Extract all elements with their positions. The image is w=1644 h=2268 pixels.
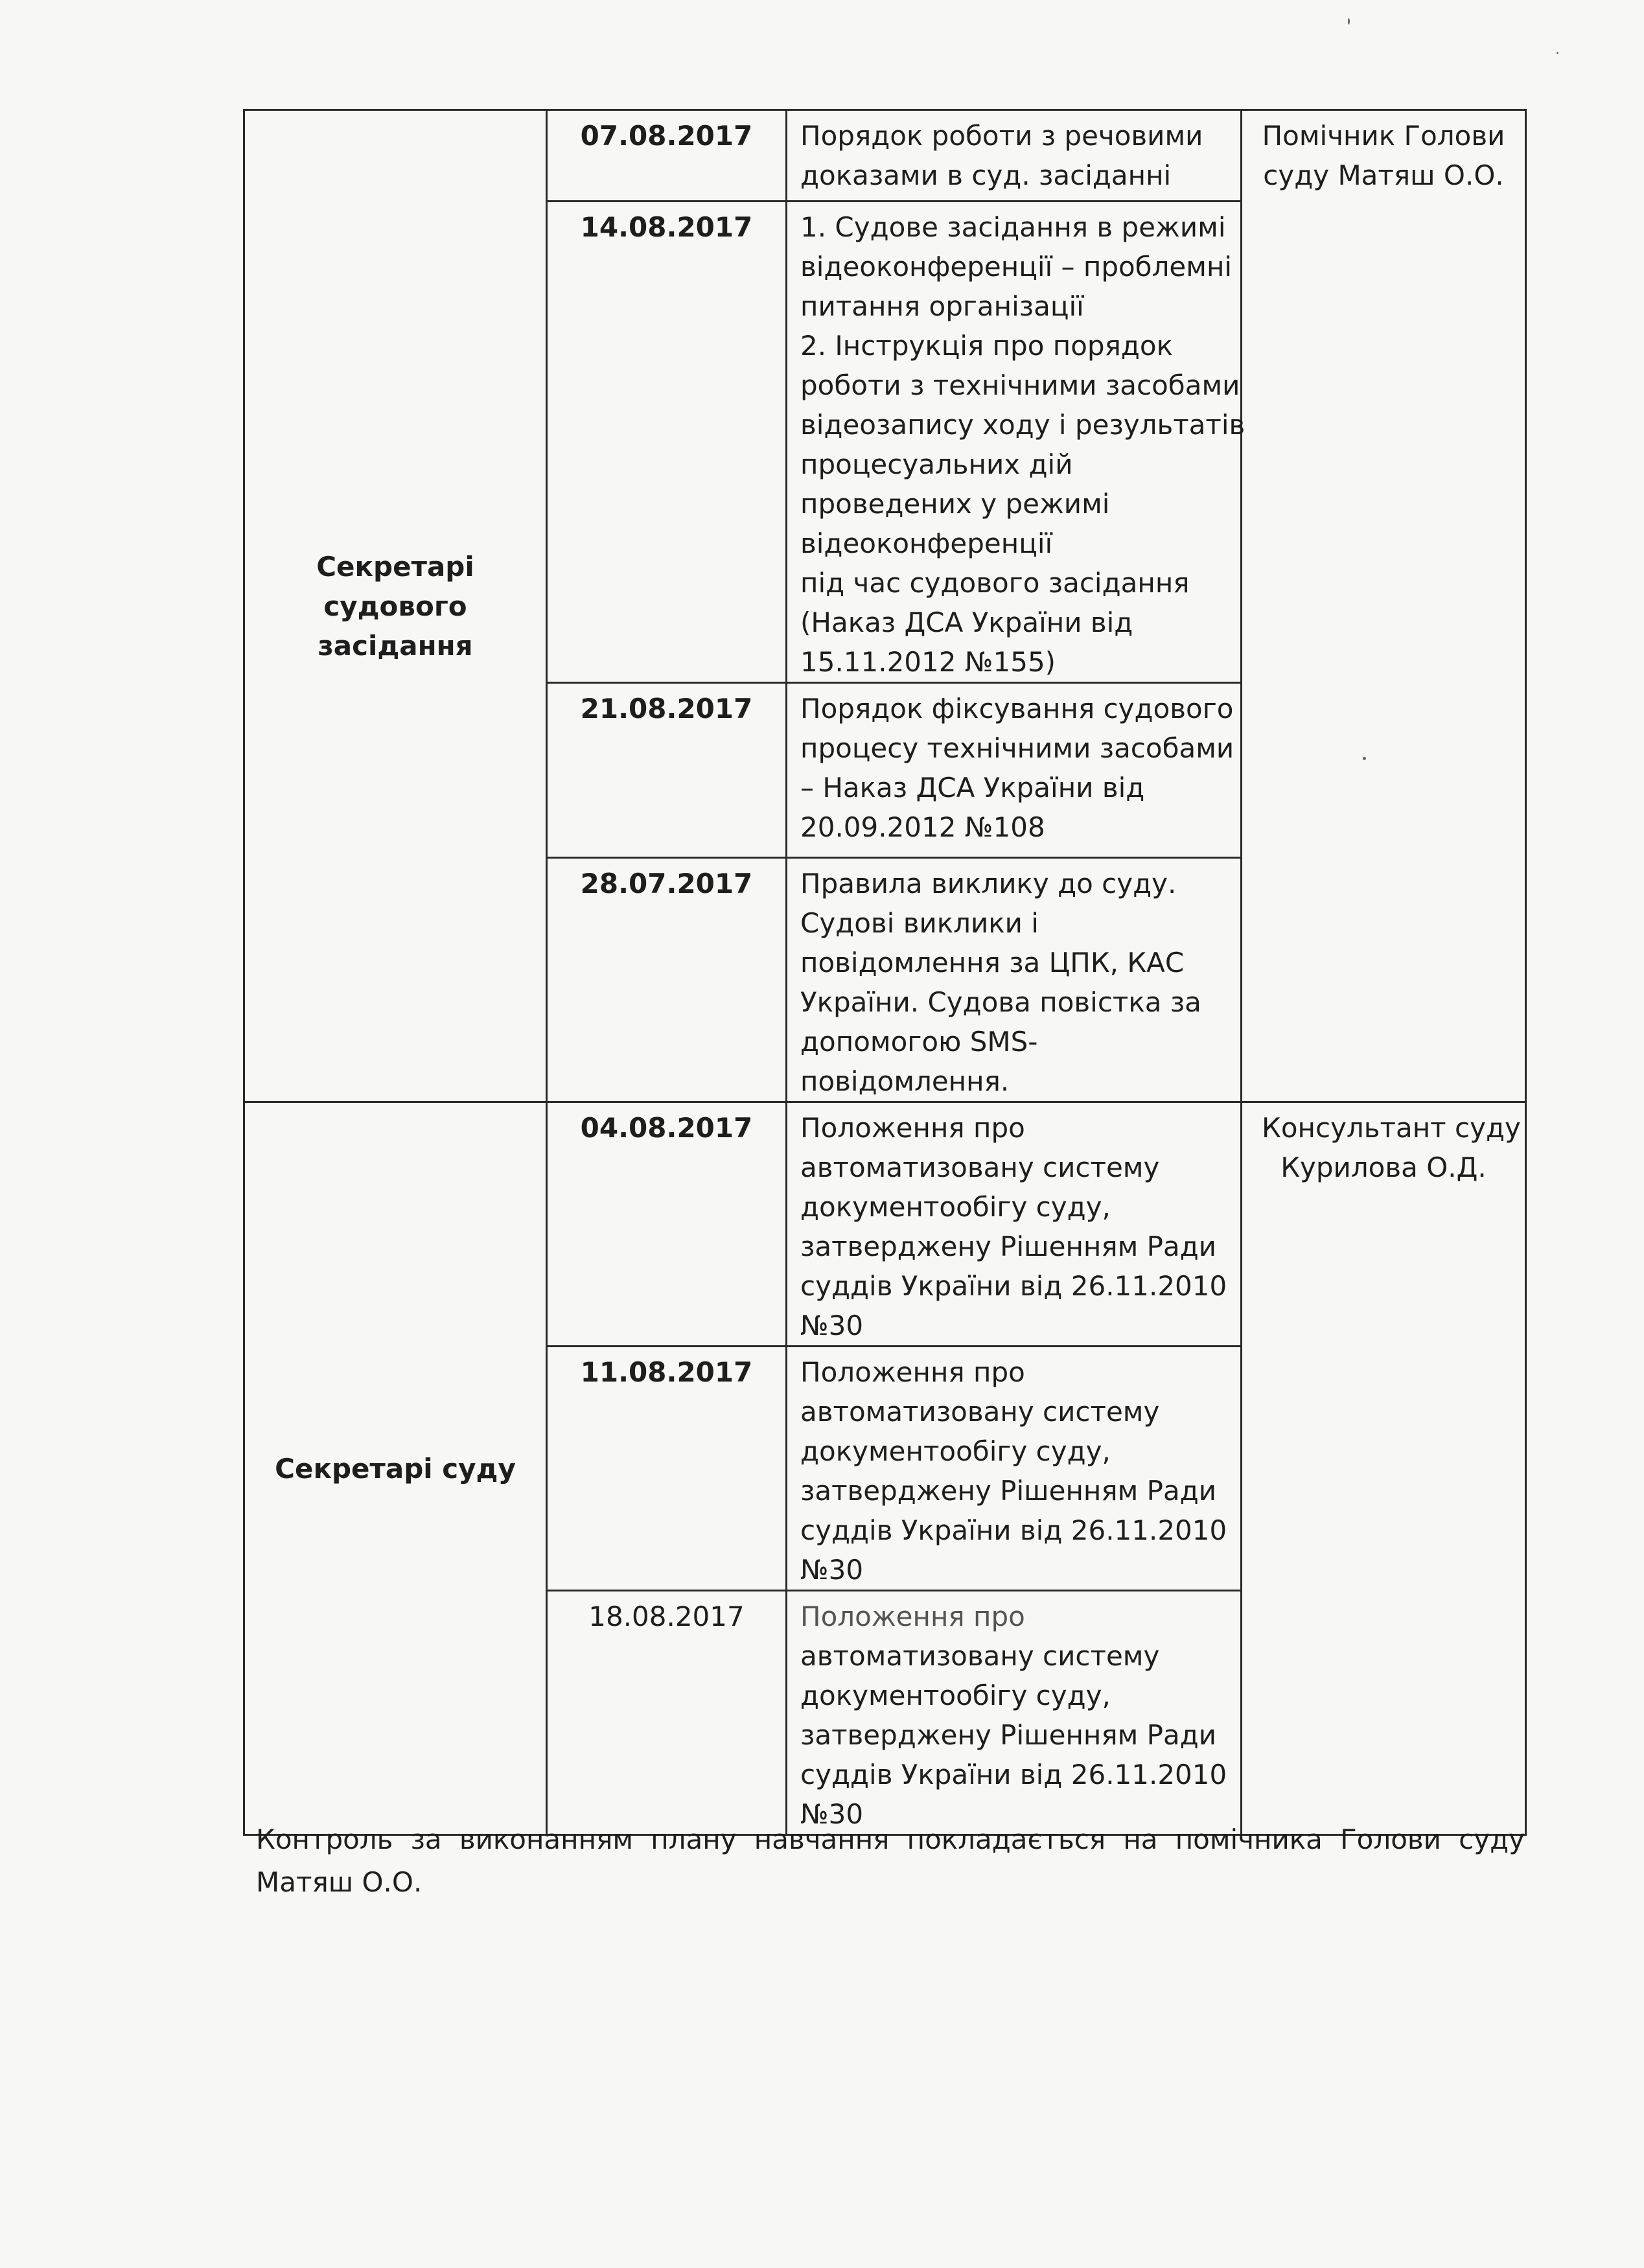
topic-line: Положення про [800, 1112, 1025, 1144]
topic-line: доказами в суд. засіданні [800, 159, 1172, 191]
date-cell: 11.08.2017 [547, 1347, 787, 1591]
topic-cell [787, 683, 1242, 858]
topic-line: автоматизовану систему [800, 1396, 1160, 1428]
topic-line: відеоконференції – проблемні [800, 251, 1233, 283]
topic-line: суддів України від 26.11.2010 [800, 1759, 1227, 1790]
topic-line: допомогою SMS- [800, 1026, 1038, 1058]
topic-line: 1. Судове засідання в режимі [800, 211, 1226, 243]
responsible-cell [1242, 110, 1526, 1102]
topic-line: документообігу суду, [800, 1435, 1111, 1467]
topic-line: 15.11.2012 №155) [800, 646, 1056, 678]
responsible-line: Курилова О.Д. [1280, 1151, 1487, 1183]
topic-line: автоматизовану систему [800, 1640, 1160, 1672]
topic-line: Правила виклику до суду. [800, 868, 1177, 899]
date-cell: 04.08.2017 [547, 1102, 787, 1347]
responsible-line: суду Матяш О.О. [1263, 159, 1504, 191]
topic-line: під час судового засідання [800, 567, 1190, 599]
responsible-line: Помічник Голови [1262, 120, 1505, 152]
topic-line: відеоконференції [800, 527, 1053, 559]
group-name: Секретарі суду [275, 1452, 516, 1485]
group-cell-court-secretaries [244, 1102, 547, 1835]
topic-line: Порядок фіксування судового [800, 693, 1234, 724]
topic-cell [787, 858, 1242, 1102]
group-cell-court-session-secretaries [244, 110, 547, 1102]
topic-line: Положення про [800, 1356, 1025, 1388]
topic-line: процесуальних дій [800, 448, 1073, 480]
topic-line: питання організації [800, 290, 1084, 322]
topic-line: суддів України від 26.11.2010 [800, 1270, 1227, 1302]
topic-line: процесу технічними засобами [800, 732, 1234, 764]
topic-cell [787, 1347, 1242, 1591]
topic-line: України. Судова повістка за [800, 986, 1201, 1018]
topic-line: (Наказ ДСА України від [800, 607, 1133, 638]
scan-speck [1363, 757, 1366, 760]
table-row [244, 1102, 1526, 1347]
group-name: Секретарі судового засідання [316, 550, 474, 662]
date-cell: 14.08.2017 [547, 202, 787, 683]
topic-line: відеозапису ходу і результатів [800, 409, 1245, 441]
topic-line: №30 [800, 1554, 864, 1586]
topic-line: повідомлення за ЦПК, КАС [800, 947, 1185, 978]
topic-line: затверджену Рішенням Ради [800, 1231, 1217, 1262]
topic-line: роботи з технічними засобами [800, 369, 1240, 401]
topic-line: затверджену Рішенням Ради [800, 1719, 1217, 1751]
date-cell: 28.07.2017 [547, 858, 787, 1102]
table-row [244, 110, 1526, 202]
footer-note: Контроль за виконанням плану навчання покладається на помічника Голови суду Матяш О.О. [256, 1823, 1525, 1898]
date-cell: 07.08.2017 [547, 110, 787, 202]
topic-cell [787, 1591, 1242, 1835]
date-cell: 21.08.2017 [547, 683, 787, 858]
topic-line: затверджену Рішенням Ради [800, 1475, 1217, 1507]
topic-line: проведених у режимі [800, 488, 1110, 520]
topic-line: Судові виклики і [800, 907, 1039, 939]
topic-line: №30 [800, 1310, 864, 1341]
topic-line: документообігу суду, [800, 1191, 1111, 1223]
topic-line: автоматизовану систему [800, 1151, 1160, 1183]
topic-cell [787, 1102, 1242, 1347]
topic-line: Положення про [800, 1601, 1025, 1632]
topic-line: 2. Інструкція про порядок [800, 330, 1173, 362]
topic-line: документообігу суду, [800, 1680, 1111, 1711]
topic-line: №30 [800, 1798, 864, 1830]
topic-line: 20.09.2012 №108 [800, 811, 1045, 843]
scan-speck [1348, 18, 1350, 25]
topic-line: повідомлення. [800, 1065, 1010, 1097]
topic-cell [787, 110, 1242, 202]
training-plan-table [243, 109, 1527, 1836]
topic-line: – Наказ ДСА України від [800, 772, 1145, 804]
responsible-cell [1242, 1102, 1526, 1835]
scan-speck [1557, 52, 1558, 54]
topic-cell [787, 202, 1245, 683]
topic-line: Порядок роботи з речовими [800, 120, 1203, 152]
date-cell: 18.08.2017 [547, 1591, 787, 1835]
topic-line: суддів України від 26.11.2010 [800, 1514, 1227, 1546]
responsible-line: Консультант суду [1262, 1112, 1521, 1144]
